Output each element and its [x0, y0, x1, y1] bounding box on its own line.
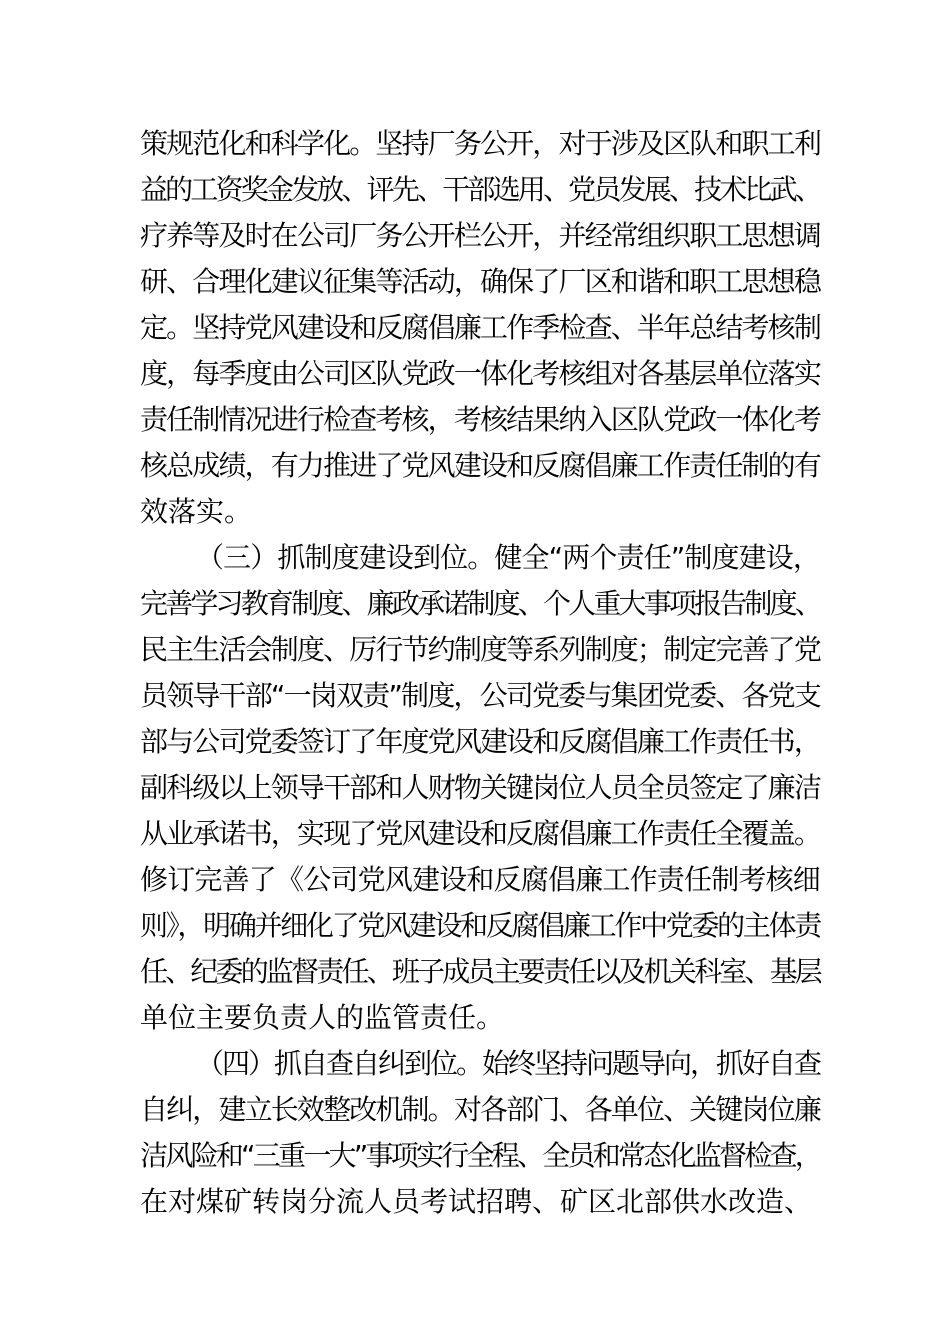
text-line — [140, 903, 820, 949]
text-line-content: 从业承诺书，实现了党风建设和反腐倡廉工作责任全覆盖。 — [140, 817, 820, 850]
text-line-content: （三）抓制度建设到位。健全“两个责任”制度建设， — [196, 541, 820, 574]
text-line-content: 民主生活会制度、厉行节约制度等系列制度；制定完善了党 — [140, 633, 820, 666]
text-line — [140, 213, 820, 259]
text-line-content: 核总成绩，有力推进了党风建设和反腐倡廉工作责任制的有 — [140, 449, 820, 482]
text-line-content: 责任制情况进行检查考核，考核结果纳入区队党政一体化考 — [140, 403, 820, 436]
text-line — [140, 949, 820, 995]
text-line-content: 定。坚持党风建设和反腐倡廉工作季检查、半年总结考核制 — [140, 311, 820, 344]
text-line — [140, 397, 820, 443]
text-line — [140, 995, 820, 1041]
text-line — [140, 765, 820, 811]
text-line — [140, 351, 820, 397]
text-line-content: 策规范化和科学化。坚持厂务公开，对于涉及区队和职工利 — [140, 127, 820, 160]
text-line-paragraph-start — [140, 1041, 820, 1087]
text-line-content: 洁风险和“三重一大”事项实行全程、全员和常态化监督检查， — [140, 1139, 820, 1172]
text-line-content: 自纠，建立长效整改机制。对各部门、各单位、关键岗位廉 — [140, 1093, 820, 1126]
text-line — [140, 1087, 820, 1133]
text-line-content: （四）抓自查自纠到位。始终坚持问题导向，抓好自查 — [196, 1047, 820, 1080]
text-line-content: 完善学习教育制度、廉政承诺制度、个人重大事项报告制度、 — [140, 587, 820, 620]
text-line-content: 修订完善了《公司党风建设和反腐倡廉工作责任制考核细 — [140, 863, 820, 896]
text-line — [140, 259, 820, 305]
text-line — [140, 1133, 820, 1179]
text-line — [140, 489, 820, 535]
text-line — [140, 443, 820, 489]
text-line-content: 疗养等及时在公司厂务公开栏公开，并经常组织职工思想调 — [140, 219, 820, 252]
text-line — [140, 627, 820, 673]
text-line — [140, 673, 820, 719]
text-line — [140, 167, 820, 213]
text-line-content: 员领导干部“一岗双责”制度，公司党委与集团党委、各党支 — [140, 679, 820, 712]
text-line-content: 部与公司党委签订了年度党风建设和反腐倡廉工作责任书， — [140, 725, 820, 758]
document-text — [140, 121, 820, 1225]
text-line — [140, 857, 820, 903]
text-line-paragraph-start — [140, 535, 820, 581]
text-line-content: 效落实。 — [140, 495, 253, 528]
text-line-content: 则》，明确并细化了党风建设和反腐倡廉工作中党委的主体责 — [140, 909, 820, 942]
text-line — [140, 719, 820, 765]
text-line-content: 研、合理化建议征集等活动，确保了厂区和谐和职工思想稳 — [140, 265, 820, 298]
text-line — [140, 581, 820, 627]
text-line-content: 副科级以上领导干部和人财物关键岗位人员全员签定了廉洁 — [140, 771, 820, 804]
text-line — [140, 811, 820, 857]
text-line-content: 益的工资奖金发放、评先、干部选用、党员发展、技术比武、 — [140, 173, 820, 206]
text-line — [140, 121, 820, 167]
text-line — [140, 305, 820, 351]
text-line-content: 度，每季度由公司区队党政一体化考核组对各基层单位落实 — [140, 357, 820, 390]
text-line-content: 任、纪委的监督责任、班子成员主要责任以及机关科室、基层 — [140, 955, 820, 988]
text-line — [140, 1179, 820, 1225]
text-line-content: 单位主要负责人的监管责任。 — [140, 1001, 505, 1034]
text-line-content: 在对煤矿转岗分流人员考试招聘、矿区北部供水改造、 — [140, 1185, 813, 1218]
